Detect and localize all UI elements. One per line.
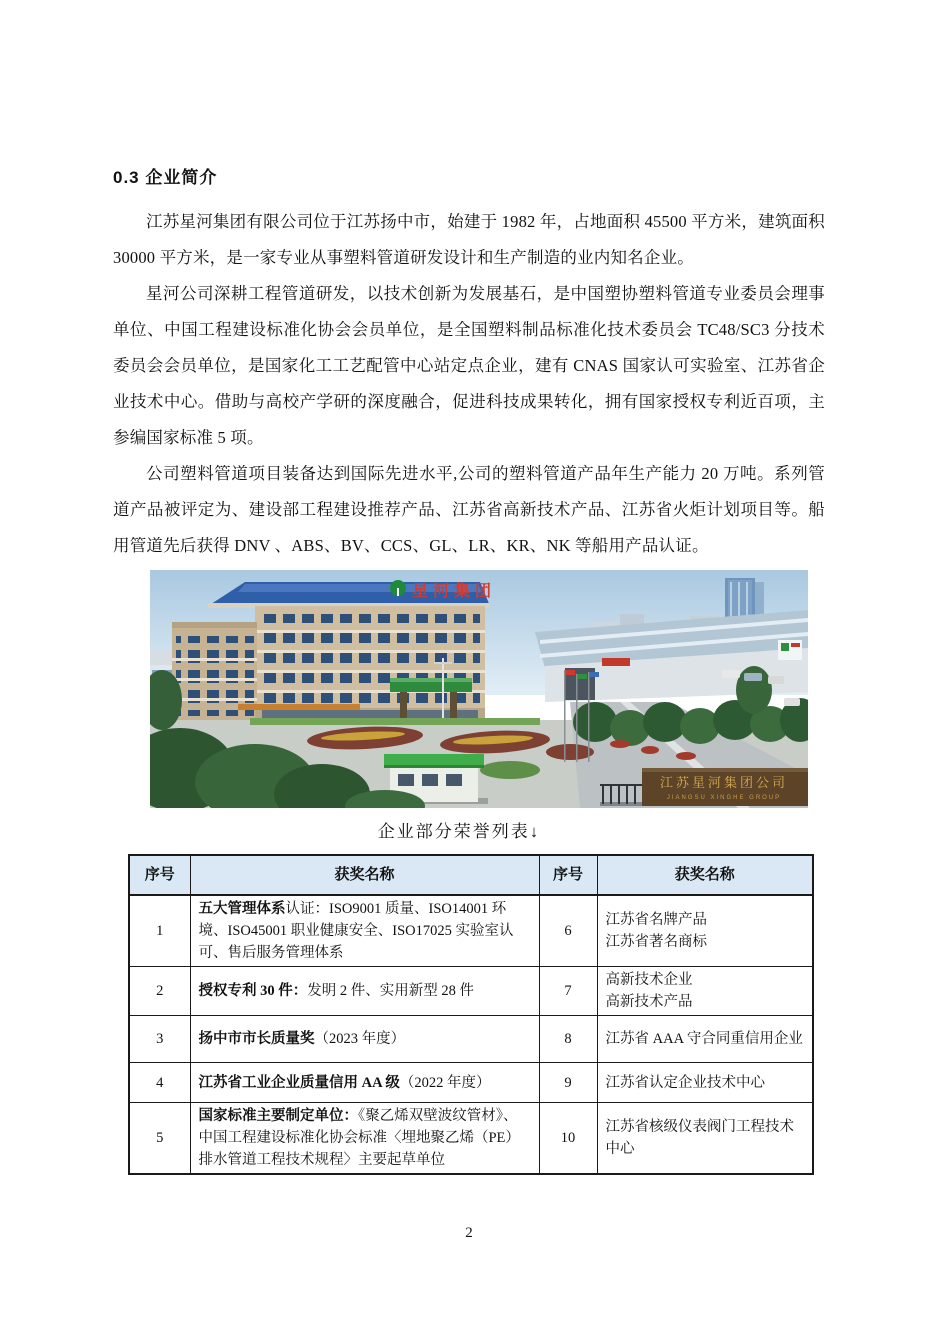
gate-sign — [642, 768, 808, 806]
paragraph-capacity-certs: 公司塑料管道项目装备达到国际先进水平,公司的塑料管道产品年生产能力 20 万吨。系列管道产品被评定为、建设部工程建设推荐产品、江苏省高新技术产品、江苏省火炬计划项目等。船用管道先后获得 DNV 、ABS、BV、CCS、GL、LR、KR、NK 等船用产品认证。 — [113, 464, 825, 555]
paragraph-rd-credentials: 星河公司深耕工程管道研发，以技术创新为发展基石，是中国塑协塑料管道专业委员会理事单位、中国工程建设标准化协会会员单位，是全国塑料制品标准化技术委员会 TC48/SC3 分技术委员会会员单位，是国家化工工艺配管中心站定点企业，建有 CNAS 国家认可实验室、江苏省企业技术中心。借助与高校产学研的深度融合，促进科技成果转化，拥有国家授权专利近百项，主参编国家标准 5 项。 — [113, 284, 825, 447]
row-no: 5 — [129, 1103, 190, 1175]
table-row — [129, 895, 813, 967]
section-heading: 0.3 企业简介 — [113, 168, 218, 187]
row-no: 7 — [539, 967, 597, 1016]
table-title: 企业部分荣誉列表↓ — [377, 822, 541, 841]
award-text: 发明 2 件、实用新型 28 件 — [307, 983, 474, 999]
award-cell — [597, 1016, 813, 1063]
award-line: 江苏省核级仪表阀门工程技术中心 — [605, 1119, 794, 1157]
table-row — [129, 1016, 813, 1063]
row-no: 1 — [129, 895, 190, 967]
award-bold: 授权专利 30 件： — [198, 983, 308, 999]
award-bold: 扬中市市长质量奖 — [198, 1031, 315, 1047]
award-line: 江苏省认定企业技术中心 — [605, 1074, 765, 1091]
col-header-no-right: 序号 — [539, 855, 597, 895]
award-cell — [597, 1063, 813, 1103]
col-header-award-right: 获奖名称 — [597, 855, 813, 895]
table-row — [129, 1103, 813, 1175]
award-line: 江苏省 AAA 守合同重信用企业 — [605, 1031, 803, 1047]
table-row — [129, 967, 813, 1016]
office-building — [172, 582, 490, 724]
col-header-award-left: 获奖名称 — [190, 855, 539, 895]
award-text: （2023 年度） — [314, 1031, 406, 1047]
roof-sign-text: 星河集团 — [412, 583, 497, 600]
factory-roof-sign — [602, 658, 630, 666]
row-no: 10 — [539, 1103, 597, 1175]
col-header-no-left: 序号 — [129, 855, 190, 895]
award-bold: 国家标准主要制定单位： — [198, 1108, 358, 1124]
row-no: 9 — [539, 1063, 597, 1103]
campus-photo-illustration — [150, 570, 808, 808]
award-cell — [190, 1016, 539, 1063]
gate-sign-subtext: JIANGSU XINGHE GROUP — [666, 795, 782, 801]
company-campus-photo — [150, 570, 808, 808]
award-cell — [190, 1103, 539, 1175]
award-bold: 五大管理体系 — [198, 901, 286, 917]
award-cell — [597, 1103, 813, 1175]
row-no: 3 — [129, 1016, 190, 1063]
row-no: 4 — [129, 1063, 190, 1103]
paragraph-company-intro: 江苏星河集团有限公司位于江苏扬中市，始建于 1982 年，占地面积 45500 平方米，建筑面积 30000 平方米，是一家专业从事塑料管道研发设计和生产制造的业内知名企业。 — [113, 212, 825, 267]
award-cell — [597, 967, 813, 1016]
honors-table — [128, 854, 814, 1175]
award-line: 高新技术产品 — [605, 994, 693, 1010]
award-line: 高新技术企业 — [605, 972, 693, 988]
award-text: 认证：ISO9001 质量、ISO14001 环境、ISO45001 职业健康安全、ISO17025 实验室认可、售后服务管理体系 — [198, 901, 514, 961]
row-no: 6 — [539, 895, 597, 967]
award-text: 《聚乙烯双壁波纹管材》、中国工程建设标准化协会标准〈埋地聚乙烯（PE）排水管道工程技术规程〉主要起草单位 — [198, 1108, 520, 1168]
award-cell — [190, 895, 539, 967]
award-cell — [190, 1063, 539, 1103]
table-header-row — [129, 855, 813, 895]
award-line: 江苏省著名商标 — [605, 934, 707, 950]
row-no: 2 — [129, 967, 190, 1016]
page-number: 2 — [465, 1225, 473, 1241]
gate-sign-text: 江苏星河集团公司 — [659, 775, 789, 790]
table-row — [129, 1063, 813, 1103]
award-line: 江苏省名牌产品 — [605, 912, 707, 928]
row-no: 8 — [539, 1016, 597, 1063]
award-cell — [597, 895, 813, 967]
award-cell — [190, 967, 539, 1016]
award-bold: 江苏省工业企业质量信用 AA 级 — [198, 1074, 400, 1091]
award-text: （2022 年度） — [399, 1074, 491, 1091]
